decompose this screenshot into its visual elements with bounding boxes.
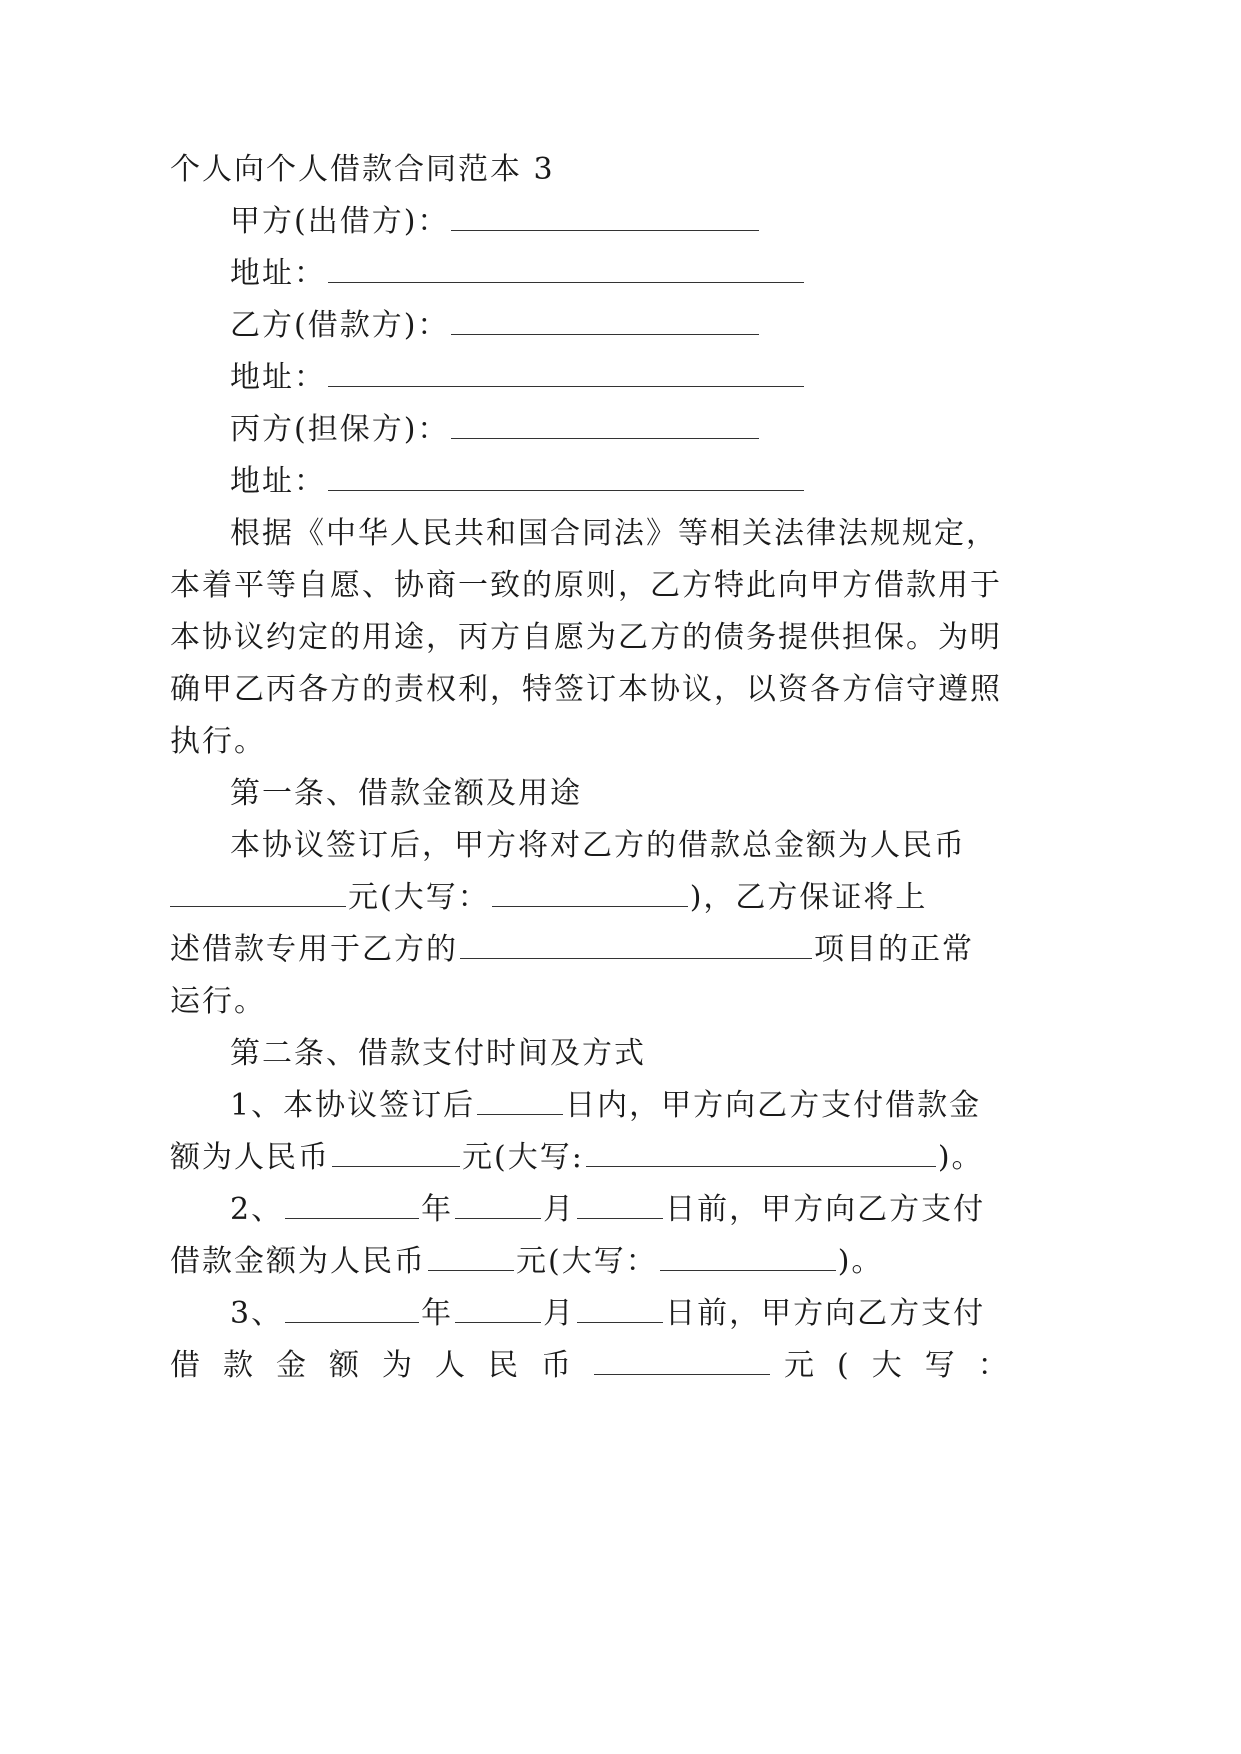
item-2-amount-blank: [428, 1248, 514, 1271]
project-blank: [460, 936, 812, 959]
amount-blank: [170, 884, 346, 907]
intro-line-3: 本协议约定的用途，丙方自愿为乙方的债务提供担保。为明: [170, 620, 1002, 655]
item-3-amount-blank: [594, 1352, 770, 1375]
item-2-year-blank: [285, 1196, 419, 1219]
article-1-line-4: 运行。: [170, 984, 266, 1019]
party-a-label: 甲方(出借方)：: [230, 204, 450, 239]
item-1-line-2: 额为人民币 元(大写: )。: [170, 1140, 984, 1175]
party-a-blank: [451, 208, 759, 231]
party-c-blank: [451, 416, 759, 439]
article-1-line-1: 本协议签订后，甲方将对乙方的借款总金额为人民币: [230, 828, 966, 863]
party-b-address-line: [230, 358, 806, 398]
intro-line-5: 执行。: [170, 724, 266, 759]
item-3-line-2: 借款金额为人民币 元(大写：: [170, 1348, 1031, 1383]
amount-label: 元(大写：: [348, 880, 490, 915]
item-1-line-1: 1、本协议签订后 日内，甲方向乙方支付借款金: [230, 1088, 982, 1123]
intro-line-1: 根据《中华人民共和国合同法》等相关法律法规规定，: [230, 516, 998, 551]
purpose-label: 述借款专用于乙方的: [170, 932, 458, 967]
party-c-line: [230, 410, 761, 450]
item-2-words-blank: [660, 1248, 836, 1271]
article-1-heading: 第一条、借款金额及用途: [230, 776, 582, 811]
item-3-month-blank: [455, 1300, 541, 1323]
article-1-line-3: [170, 930, 974, 970]
item-3-year-blank: [285, 1300, 419, 1323]
article-1-line-2: [170, 878, 927, 918]
intro-line-2: 本着平等自愿、协商一致的原则，乙方特此向甲方借款用于: [170, 568, 1002, 603]
item-2-day-blank: [577, 1196, 663, 1219]
item-3-day-blank: [577, 1300, 663, 1323]
party-b-address-blank: [328, 364, 804, 387]
party-c-label: 丙方(担保方)：: [230, 412, 450, 447]
intro-line-4: 确甲乙丙各方的责权利，特签订本协议，以资各方信守遵照: [170, 672, 1002, 707]
party-c-address-label: 地址：: [230, 464, 326, 499]
item-1-words-blank: [586, 1144, 936, 1167]
party-b-address-label: 地址：: [230, 360, 326, 395]
document-title: 个人向个人借款合同范本 3: [170, 152, 555, 187]
item-2-line-1: 2、 年 月 日前，甲方向乙方支付: [230, 1192, 986, 1227]
party-a-line: [230, 202, 761, 242]
party-c-address-blank: [328, 468, 804, 491]
item-3-line-1: 3、 年 月 日前，甲方向乙方支付: [230, 1296, 986, 1331]
party-b-line: [230, 306, 761, 346]
days-blank: [477, 1092, 563, 1115]
party-a-address-label: 地址：: [230, 256, 326, 291]
party-b-label: 乙方(借款方)：: [230, 308, 450, 343]
party-a-address-line: [230, 254, 806, 294]
party-c-address-line: [230, 462, 806, 502]
article-2-heading: 第二条、借款支付时间及方式: [230, 1036, 646, 1071]
item-2-month-blank: [455, 1196, 541, 1219]
amount-close: )，乙方保证将上: [689, 880, 928, 915]
item-2-line-2: 借款金额为人民币 元(大写： )。: [170, 1244, 884, 1279]
party-b-blank: [451, 312, 759, 335]
purpose-tail: 项目的正常: [814, 932, 974, 967]
amount-words-blank: [492, 884, 688, 907]
party-a-address-blank: [328, 260, 804, 283]
item-1-amount-blank: [332, 1144, 460, 1167]
